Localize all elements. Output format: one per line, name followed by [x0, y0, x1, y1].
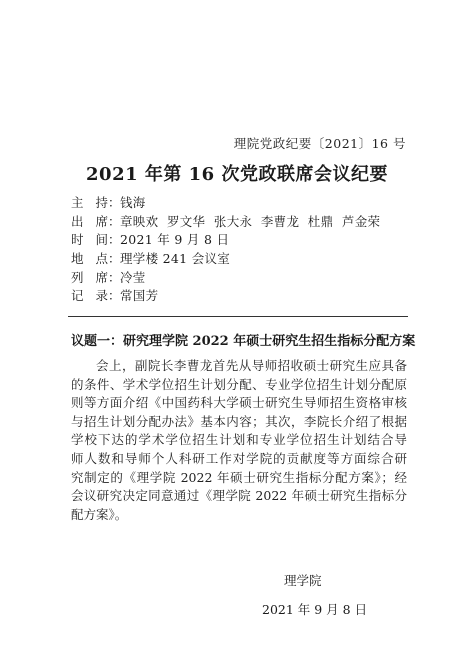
body-line: 会上，副院长李曹龙首先从导师招收硕士研究生应具备	[96, 358, 407, 373]
info-row-recorder	[71, 286, 380, 305]
body-line: 会议研究决定同意通过《理学院 2022 年硕士研究生指标分	[71, 488, 407, 504]
info-colon: ：	[108, 269, 121, 285]
signature-date: 2021 年 9 月 8 日	[262, 602, 368, 617]
info-row-attendees	[71, 212, 380, 231]
info-row-observer	[71, 268, 380, 287]
body-line: 学校下达的学术学位招生计划和专业学位招生计划结合导	[71, 432, 407, 448]
info-value: 常国芳	[120, 288, 159, 304]
info-value: 钱海	[120, 195, 146, 210]
topic-heading: 议题一：研究理学院 2022 年硕士研究生招生指标分配方案	[71, 334, 416, 349]
info-colon: ：	[108, 195, 121, 210]
info-row-host	[71, 193, 380, 212]
info-value: 章映欢 罗文华 张大永 李曹龙 杜鼎 芦金荣	[120, 213, 381, 229]
info-row-location	[71, 249, 380, 268]
body-line: 与招生计划分配办法》基本内容；其次，李院长介绍了根据	[71, 413, 407, 429]
info-colon: ：	[108, 251, 121, 267]
body-line: 究制定的《理学院 2022 年硕士研究生指标分配方案》；经	[71, 469, 407, 485]
body-line: 则等方面介绍《中国药科大学硕士研究生导师招生资格审核	[71, 395, 407, 411]
body-line: 师人数和导师个人科研工作对学院的贡献度等方面综合研	[71, 450, 407, 466]
divider-line	[68, 316, 408, 317]
info-colon: ：	[108, 213, 121, 229]
info-value: 2021 年 9 月 8 日	[120, 232, 230, 248]
meeting-info	[71, 193, 380, 305]
document-title: 2021 年第 16 次党政联席会议纪要	[86, 164, 388, 185]
body-paragraph	[71, 357, 407, 524]
body-line: 的条件、学术学位招生计划分配、专业学位招生计划分配原	[71, 376, 407, 392]
info-label: 主 持	[71, 195, 108, 210]
info-value: 理学楼 241 会议室	[120, 251, 231, 267]
info-label: 列 席	[71, 269, 108, 285]
document-number: 理院党政纪要〔2021〕16 号	[233, 136, 406, 151]
body-line: 配方案》。	[71, 506, 128, 522]
info-label: 记 录	[71, 288, 108, 304]
info-value: 冷莹	[120, 269, 146, 285]
info-label: 出 席	[71, 213, 108, 229]
signature-unit: 理学院	[284, 573, 322, 588]
info-label: 地 点	[71, 251, 108, 267]
info-row-time	[71, 230, 380, 249]
info-label: 时 间	[71, 232, 108, 248]
info-colon: ：	[108, 288, 121, 304]
info-colon: ：	[108, 232, 121, 248]
